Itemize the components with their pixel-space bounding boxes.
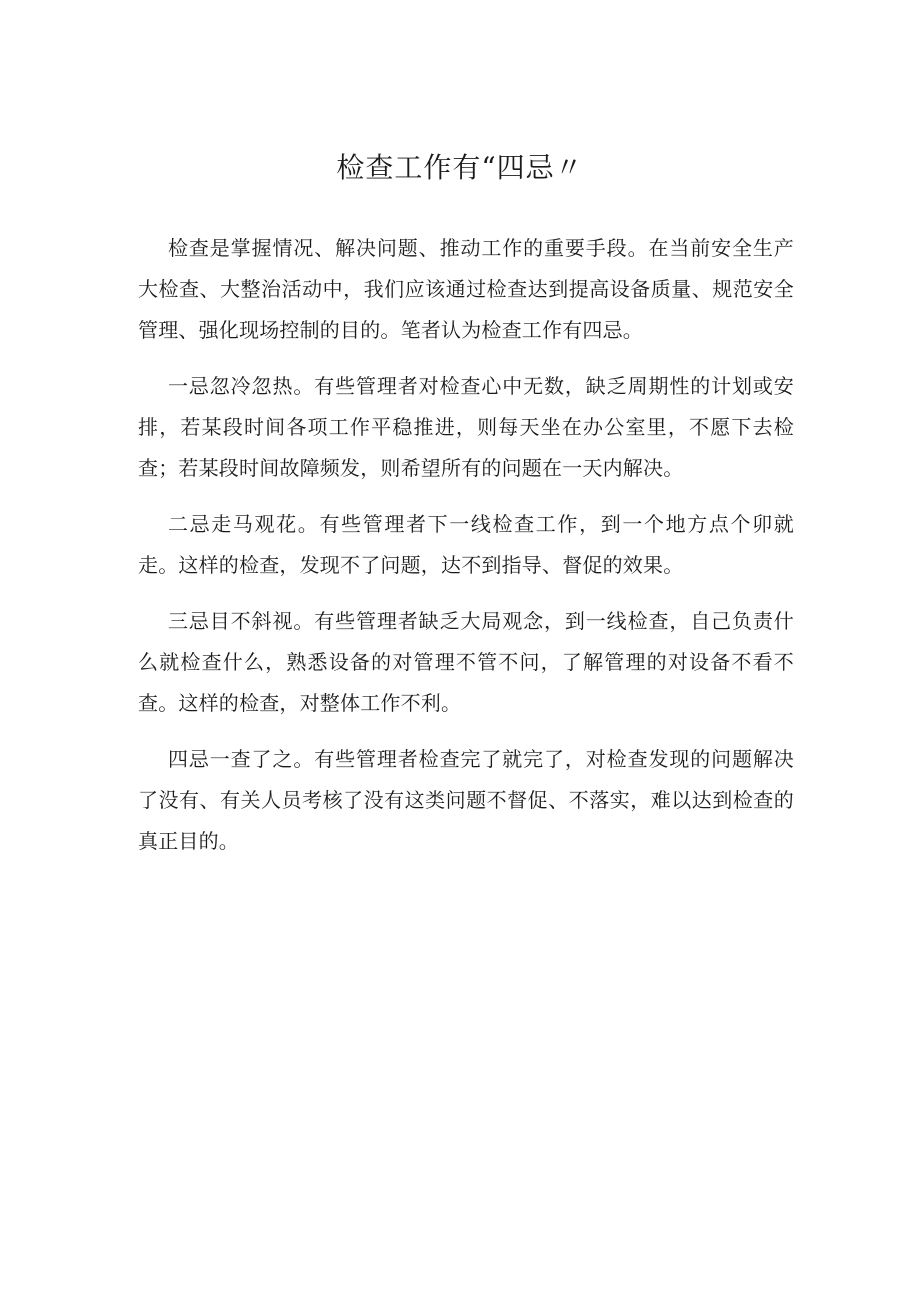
paragraph-intro: 检查是掌握情况、解决问题、推动工作的重要手段。在当前安全生产大检查、大整治活动中，我们应该通过检查达到提高设备质量、规范安全管理、强化现场控制的目的。笔者认为检查工作有四忌。 <box>138 236 794 342</box>
document-body <box>138 228 794 877</box>
document-title: 检查工作有“四忌〃 <box>336 151 584 184</box>
paragraph-point-2: 二忌走马观花。有些管理者下一线检查工作，到一个地方点个卯就走。这样的检查，发现不了问题，达不到指导、督促的效果。 <box>138 512 794 577</box>
paragraph-point-1: 一忌忽冷忽热。有些管理者对检查心中无数，缺乏周期性的计划或安排，若某段时间各项工作平稳推进，则每天坐在办公室里，不愿下去检查；若某段时间故障频发，则希望所有的问题在一天内解决。 <box>138 374 794 480</box>
paragraph-point-3: 三忌目不斜视。有些管理者缺乏大局观念，到一线检查，自己负责什么就检查什么，熟悉设备的对管理不管不问，了解管理的对设备不看不查。这样的检查，对整体工作不利。 <box>138 609 794 715</box>
paragraph-point-4: 四忌一查了之。有些管理者检查完了就完了，对检查发现的问题解决了没有、有关人员考核了没有这类问题不督促、不落实，难以达到检查的真正目的。 <box>138 747 794 853</box>
